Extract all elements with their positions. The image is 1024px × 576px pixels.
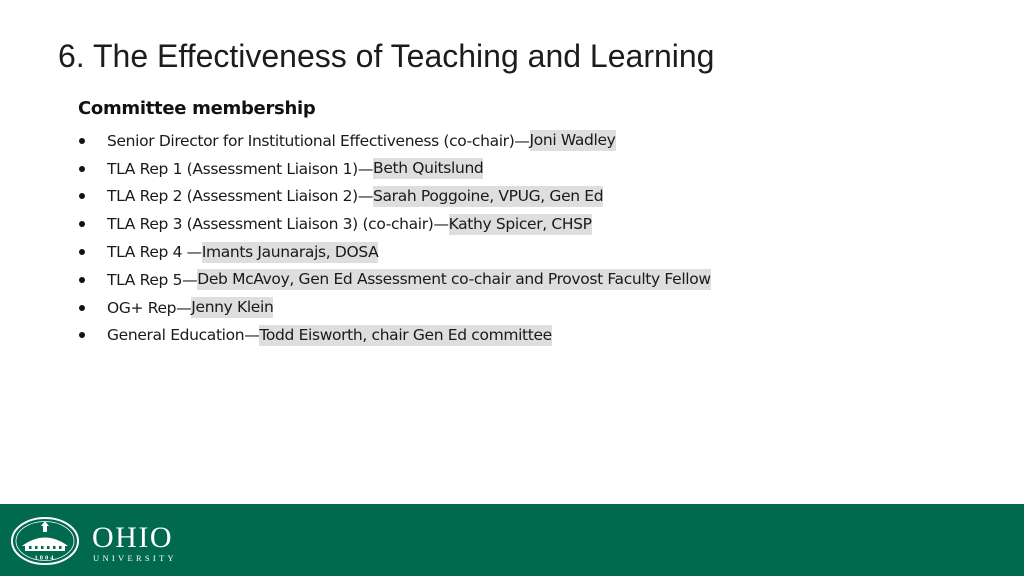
list-item [78,238,711,266]
member-name: Deb McAvoy, Gen Ed Assessment co-chair and Provost Faculty Fellow [197,270,711,289]
bullet-icon [79,138,85,144]
member-name: Joni Wadley [529,131,616,150]
bullet-icon [79,221,85,227]
bullet-icon [79,332,85,338]
list-item [78,266,711,294]
seal-year: 1804 [34,554,56,562]
logo-subtitle: UNIVERSITY [93,553,177,563]
member-name: Sarah Poggoine, VPUG, Gen Ed [373,186,604,205]
logo-wordmark: OHIO [92,521,173,554]
member-role: Senior Director for Institutional Effectiveness (co-chair)— [107,131,530,150]
bullet-icon [79,305,85,311]
slide-title: 6. The Effectiveness of Teaching and Learning [58,38,715,74]
member-role: TLA Rep 3 (Assessment Liaison 3) (co-chair)— [107,215,449,234]
bullet-icon [79,166,85,172]
member-role: TLA Rep 2 (Assessment Liaison 2)— [107,187,374,206]
bullet-icon [79,277,85,283]
member-name: Todd Eisworth, chair Gen Ed committee [259,325,552,344]
member-role: TLA Rep 1 (Assessment Liaison 1)— [107,159,374,178]
bullet-icon [79,249,85,255]
committee-member-list [78,127,711,349]
university-seal-icon [10,516,80,566]
member-role: TLA Rep 5— [107,270,198,289]
section-heading: Committee membership [78,98,316,119]
member-name: Kathy Spicer, CHSP [448,214,592,233]
list-item [78,183,711,211]
member-name: Beth Quitslund [373,159,484,178]
list-item [78,155,711,183]
bullet-icon [79,193,85,199]
list-item [78,210,711,238]
member-name: Jenny Klein [191,298,274,317]
list-item [78,322,711,350]
member-name: Imants Jaunarajs, DOSA [201,242,379,261]
member-role: OG+ Rep— [107,298,192,317]
list-item [78,127,711,155]
list-item [78,294,711,322]
member-role: General Education— [107,326,260,345]
footer-bar [0,504,1024,576]
member-role: TLA Rep 4 — [107,243,202,262]
